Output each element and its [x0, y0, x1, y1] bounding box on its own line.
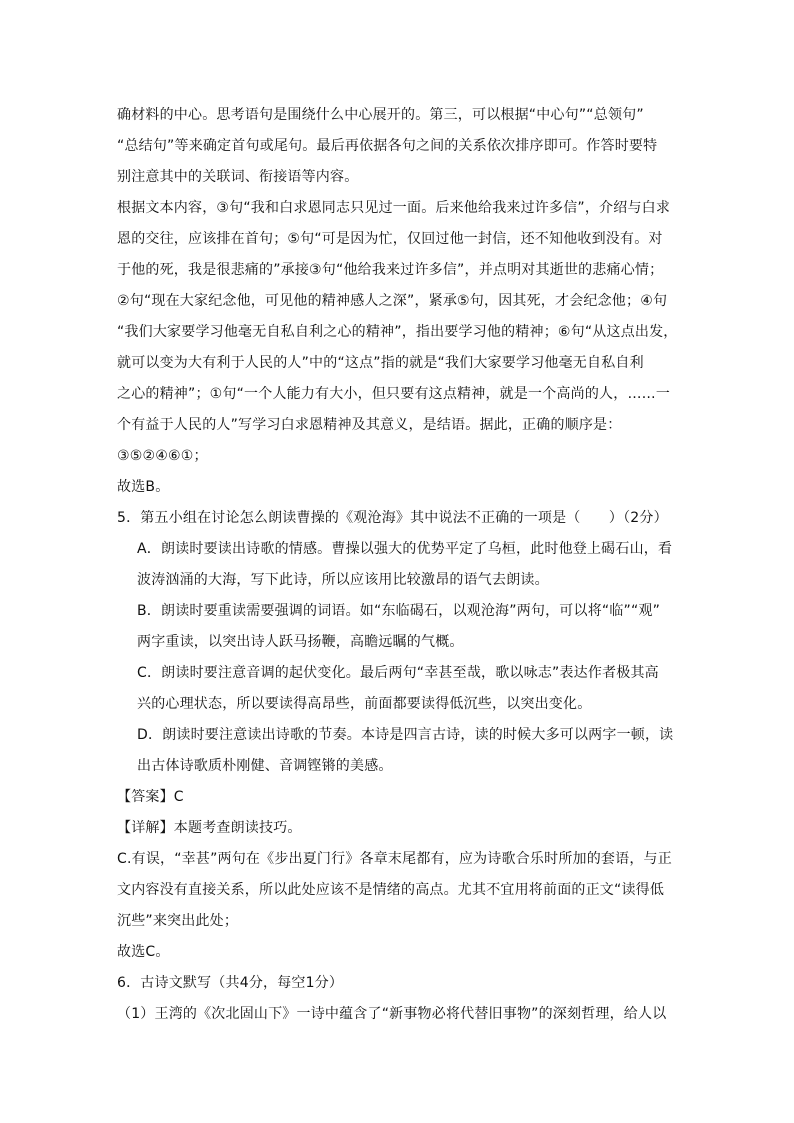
text-line: 个有益于人民的人”写学习白求恩精神及其意义，是结语。据此，正确的顺序是： [117, 417, 622, 433]
previous-analysis [117, 100, 687, 503]
text-line: ②句“现在大家纪念他，可见他的精神感人之深”，紧承⑤句，因其死，才会纪念他；④句 [117, 293, 668, 309]
question-stem: 5．第五小组在讨论怎么朗读曹操的《观沧海》其中说法不正确的一项是（ ）（2分） [117, 510, 668, 526]
choose-answer: 故选B。 [117, 479, 170, 495]
detail-line: C.有误，“幸甚”两句在《步出夏门行》各章末尾都有，应为诗歌合乐时所加的套语，与正 [117, 851, 672, 867]
text-line: 之心的精神”；①句“一个人能力有大小，但只要有这点精神，就是一个高尚的人，……一 [117, 386, 671, 402]
question-stem: 6．古诗文默写（共4分，每空1分） [117, 975, 344, 991]
order-answer: ③⑤②④⑥①； [117, 448, 208, 464]
option-line: B．朗读时要重读需要强调的词语。如“东临碣石，以观沧海”两句，可以将“临”“观” [137, 603, 661, 619]
question-6 [117, 968, 687, 1030]
document-page [117, 100, 687, 1030]
detail-header: 【详解】本题考查朗读技巧。 [117, 820, 302, 836]
option-a [117, 534, 687, 596]
question-5 [117, 503, 687, 968]
text-line: 于他的死，我是很悲痛的”承接③句“他给我来过许多信”，并点明对其逝世的悲痛心情； [117, 262, 664, 278]
text-line: 就可以变为大有利于人民的人”中的“这点”指的就是“我们大家要学习他毫无自私自利 [117, 355, 644, 371]
option-line: D．朗读时要注意读出诗歌的节奏。本诗是四言古诗，读的时候大多可以两字一顿，读 [137, 727, 674, 743]
sub-question-1: （1）王湾的《次北固山下》一诗中蕴含了“新事物必将代替旧事物”的深刻哲理，给人以 [117, 1006, 667, 1022]
text-line: 恩的交往，应该排在首句；⑤句“可是因为忙，仅回过他一封信，还不知他收到没有。对 [117, 231, 663, 247]
detail-line: 故选C。 [117, 944, 170, 960]
detail-line: 文内容没有直接关系，所以此处应该不是情绪的高点。尤其不宜用将前面的正文“读得低 [117, 882, 665, 898]
text-line: 确材料的中心。思考语句是围绕什么中心展开的。第三，可以根据“中心句”“总领句” [117, 107, 644, 123]
text-line: 根据文本内容，③句“我和白求恩同志只见过一面。后来他给我来过许多信”，介绍与白求 [117, 200, 671, 216]
option-d [117, 720, 687, 782]
detail-line: 沉些”来突出此处； [117, 913, 239, 929]
text-line: “我们大家要学习他毫无自私自利之心的精神”，指出要学习他的精神；⑥句“从这点出发， [117, 324, 678, 340]
option-c [117, 658, 687, 720]
text-line: 别注意其中的关联词、衔接语等内容。 [117, 169, 359, 185]
option-line: 出古体诗歌质朴刚健、音调铿锵的美感。 [137, 758, 393, 774]
option-b [117, 596, 687, 658]
option-line: A．朗读时要读出诗歌的情感。曹操以强大的优势平定了乌桓，此时他登上碣石山，看 [137, 541, 673, 557]
text-line: “总结句”等来确定首句或尾句。最后再依据各句之间的关系依次排序即可。作答时要特 [117, 138, 658, 154]
option-line: 两字重读，以突出诗人跃马扬鞭，高瞻远瞩的气概。 [137, 634, 464, 650]
option-line: 波涛汹涌的大海，写下此诗，所以应该用比较激昂的语气去朗读。 [137, 572, 549, 588]
option-line: C．朗读时要注意音调的起伏变化。最后两句“幸甚至哉，歌以咏志”表达作者极其高 [137, 665, 659, 681]
answer-label: 【答案】C [117, 789, 184, 805]
option-line: 兴的心理状态，所以要读得高昂些，前面都要读得低沉些，以突出变化。 [137, 696, 592, 712]
